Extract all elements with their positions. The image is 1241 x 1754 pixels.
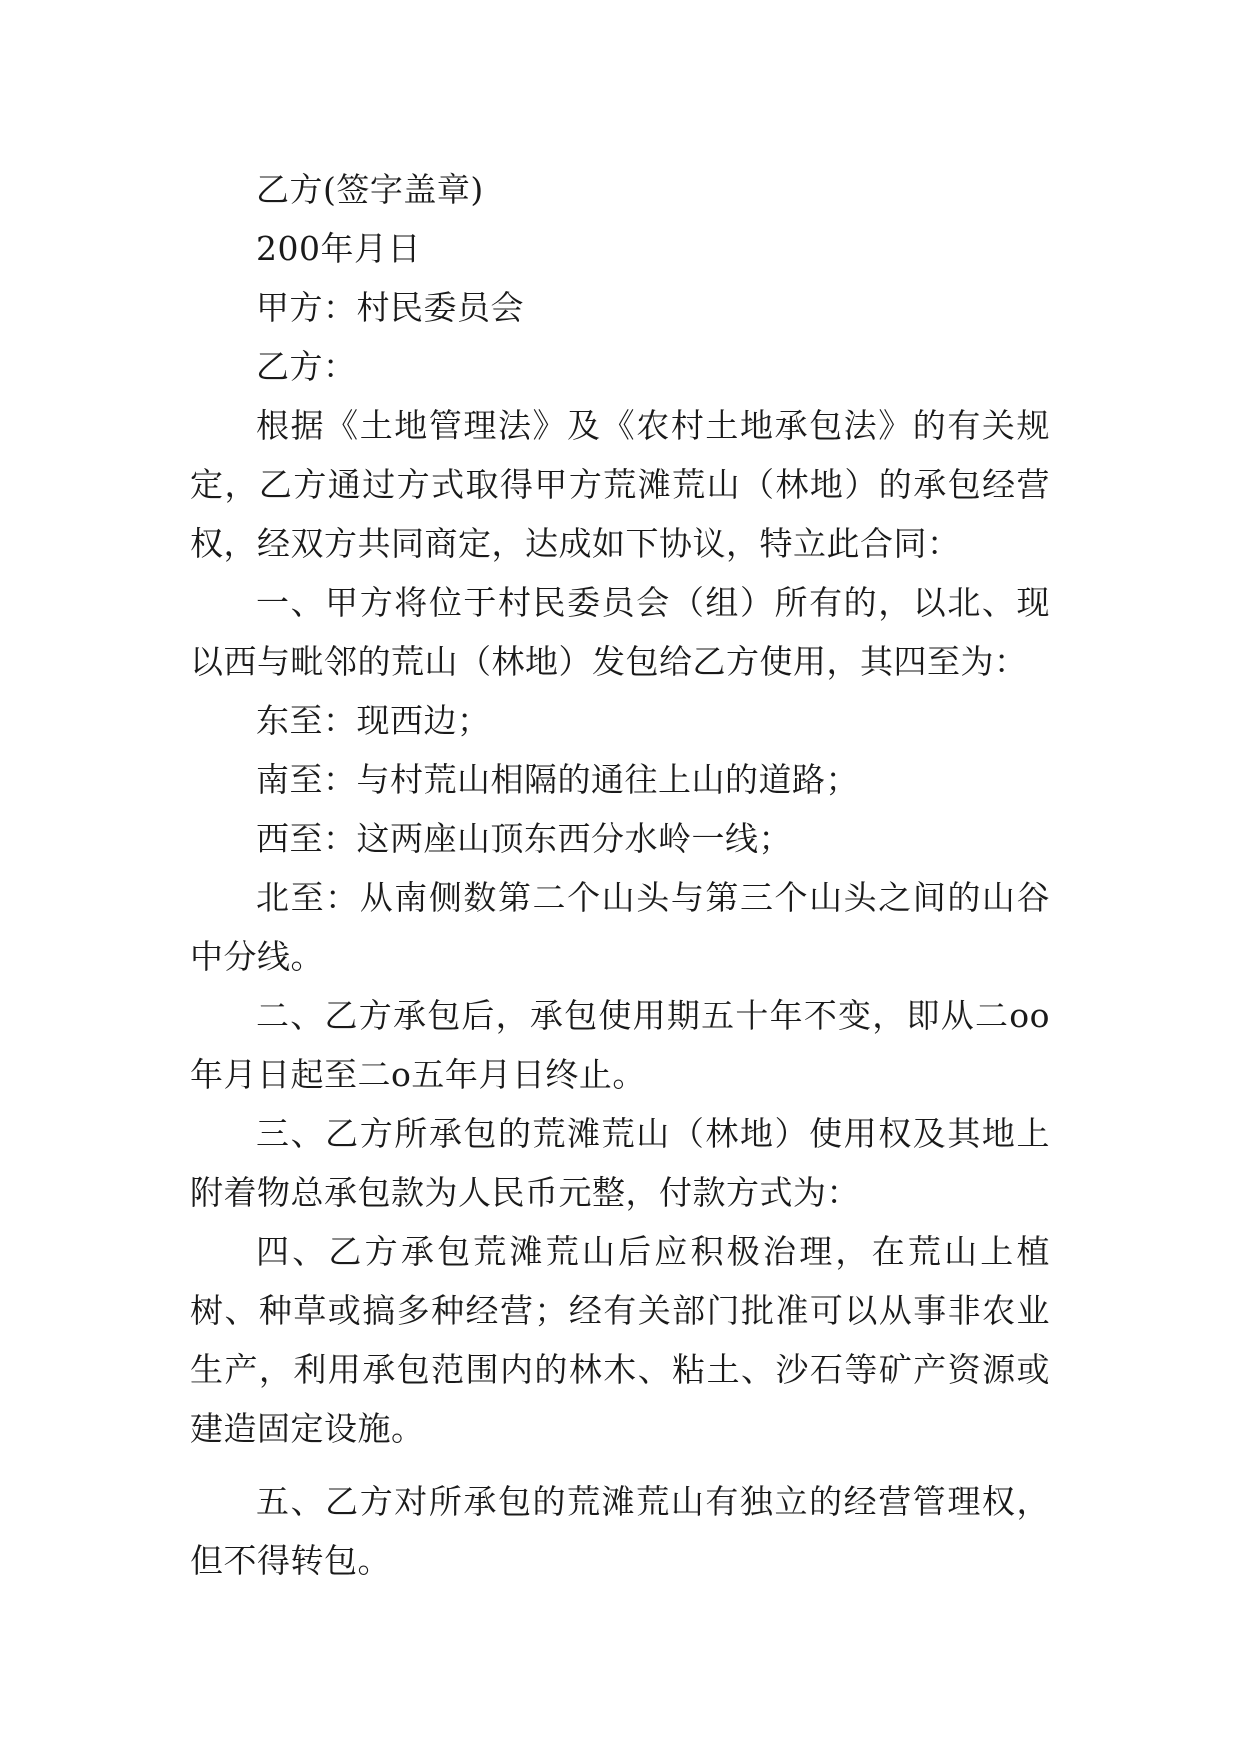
date-line: 200年月日	[256, 229, 421, 268]
boundary-east: 东至：现西边；	[256, 701, 491, 740]
boundary-west: 西至：这两座山顶东西分水岭一线；	[256, 819, 792, 858]
clause-3: 三、乙方所承包的荒滩荒山（林地）使用权及其地上附着物总承包款为人民币元整，付款方式为：	[190, 1114, 1050, 1212]
document-body	[190, 160, 1050, 1590]
preamble-paragraph: 根据《土地管理法》及《农村土地承包法》的有关规定，乙方通过方式取得甲方荒滩荒山（林地）的承包经营权，经双方共同商定，达成如下协议，特立此合同：	[190, 406, 1050, 563]
boundary-north: 北至：从南侧数第二个山头与第三个山头之间的山谷中分线。	[190, 878, 1050, 976]
party-b-line: 乙方：	[256, 347, 357, 386]
boundary-south: 南至：与村荒山相隔的通往上山的道路；	[256, 760, 859, 799]
clause-5: 五、乙方对所承包的荒滩荒山有独立的经营管理权，但不得转包。	[190, 1482, 1050, 1580]
clause-4: 四、乙方承包荒滩荒山后应积极治理，在荒山上植树、种草或搞多种经营；经有关部门批准可以从事非农业生产，利用承包范围内的林木、粘土、沙石等矿产资源或建造固定设施。	[190, 1232, 1050, 1448]
clause-1: 一、甲方将位于村民委员会（组）所有的，以北、现以西与毗邻的荒山（林地）发包给乙方使用，其四至为：	[190, 583, 1050, 681]
clause-2: 二、乙方承包后，承包使用期五十年不变，即从二oo年月日起至二o五年月日终止。	[190, 996, 1050, 1094]
signature-party-b: 乙方(签字盖章)	[256, 170, 484, 209]
party-a-line: 甲方：村民委员会	[256, 288, 524, 327]
